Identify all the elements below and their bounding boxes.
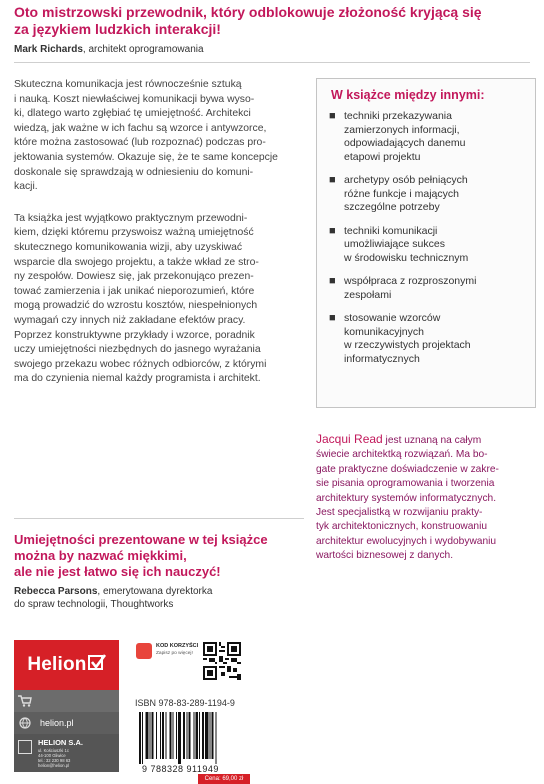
- text-line: informatycznych: [344, 352, 420, 365]
- text-line: gate praktyczne doświadczenie w zakre-: [316, 463, 499, 475]
- text-line: umożliwiające sukces: [344, 238, 445, 250]
- top-quote-role: , architekt oprogramowania: [82, 44, 204, 55]
- cart-icon: [14, 690, 36, 712]
- square-bullet-icon: ■: [329, 275, 336, 287]
- text-line: zespołami: [344, 288, 392, 301]
- promo-title: KOD KORZYŚCI: [156, 643, 199, 649]
- text-line: w rzeczywistych projektach: [344, 339, 471, 351]
- text-line: uczy umiejętności niezbędnych do jasnego wyrażania: [14, 344, 261, 356]
- text-line: do spraw technologii, Thoughtworks: [14, 599, 174, 610]
- list-item: [329, 225, 535, 266]
- square-bullet-icon: ■: [329, 312, 336, 324]
- publisher-row: [14, 690, 119, 712]
- text-line: Skuteczna komunikacja jest równocześnie sztuką: [14, 79, 242, 90]
- promo-badge-icon: [136, 643, 152, 659]
- publisher-logo-text: Helion: [27, 654, 87, 675]
- text-line: tować zamierzenia i jak unikać nieporozumień, które: [14, 285, 255, 297]
- text-line: ale nie jest łatwo się ich nauczyć!: [14, 564, 221, 579]
- square-bullet-icon: ■: [329, 110, 336, 122]
- features-box: [316, 78, 536, 408]
- text-line: wsparcie dla swojego projektu, a także wkład ze stro-: [14, 256, 259, 268]
- bottom-quote-attribution: [14, 585, 304, 611]
- text-line: jektowania systemów. Okazuje się, że te same koncepcje: [14, 151, 278, 163]
- text-line: komunikacyjnych: [344, 325, 424, 338]
- envelope-icon: [18, 740, 32, 754]
- list-item: [329, 275, 535, 302]
- text-line: które można zastosować (lub rozpoznać) podczas pro-: [14, 137, 266, 149]
- text-line: i nauką. Koszt niewłaściwej komunikacji bywa wyso-: [14, 93, 255, 105]
- list-item: [329, 312, 535, 366]
- publisher-block: [14, 640, 119, 772]
- text-line: można by nazwać miękkimi,: [14, 548, 187, 563]
- top-quote-line: za językiem ludzkich interakcji!: [14, 21, 221, 37]
- text-line: kacji.: [14, 181, 38, 193]
- checkmark-icon: [88, 654, 106, 677]
- publisher-website-row[interactable]: [14, 712, 119, 734]
- text-line: , emerytowana dyrektorka: [97, 586, 213, 597]
- description-paragraph: [14, 78, 296, 195]
- text-line: odpowiadających danemu: [344, 137, 466, 149]
- text-line: stosowanie wzorców: [344, 312, 441, 324]
- text-line: Jest specjalistką w rozwijaniu prakty-: [316, 507, 483, 519]
- text-line: sie pisania oprogramowania i tworzenia: [316, 478, 495, 490]
- text-line: Umiejętności prezentowane w tej książce: [14, 532, 268, 547]
- text-line: doskonale się sprawdzają w odniesieniu do komuni-: [14, 166, 254, 178]
- barcode-icon: [135, 712, 247, 764]
- text-line: wymagań czy innych niż zakładane efektów pracy.: [14, 314, 246, 326]
- text-line: skutecznego komunikowania wizji, aby uzyskiwać: [14, 241, 243, 253]
- publisher-address: [14, 734, 119, 772]
- top-quote-attribution: [14, 43, 524, 56]
- address-line: 44-100 Gliwice: [38, 753, 66, 758]
- author-name: Jacqui Read: [316, 432, 383, 446]
- text-line: ny zespołów. Dowiesz się, jak przekonująco prezen-: [14, 271, 254, 283]
- text-line: jest uznaną na całym: [382, 435, 482, 446]
- top-quote-text: [14, 4, 524, 38]
- bottom-quote-text: [14, 532, 304, 580]
- text-line: architektury systemów informatycznych.: [316, 492, 497, 504]
- text-line: szczególne potrzeby: [344, 201, 440, 213]
- promo-subtitle: Zapisz po więcej!: [156, 651, 193, 656]
- author-bio: [316, 432, 538, 564]
- features-heading: W książce między innymi:: [331, 88, 485, 102]
- text-line: archetypy osób pełniących: [344, 174, 468, 186]
- features-list: [329, 110, 535, 366]
- text-line: etapowi projektu: [344, 150, 421, 163]
- text-line: wartości biznesowej z danych.: [316, 550, 454, 562]
- text-line: Poprzez konstruktywne przykłady i wzorce, poradnik: [14, 329, 255, 341]
- divider: [14, 62, 530, 63]
- description-paragraph: [14, 212, 296, 387]
- text-line: techniki przekazywania: [344, 110, 452, 122]
- text-line: Ta książka jest wyjątkowo praktycznym przewodni-: [14, 212, 248, 224]
- list-item: [329, 110, 535, 164]
- text-line: ma do czynienia niemal każdy programista i architekt.: [14, 373, 261, 385]
- text-line: różne funkcje i mających: [344, 187, 459, 200]
- top-quote: [14, 4, 524, 56]
- text-line: świecie architektką rozwiązań. Ma bo-: [316, 449, 488, 461]
- list-item: [329, 174, 535, 215]
- barcode-number: 9 788328 911949: [142, 764, 219, 774]
- text-line: ki, dlatego warto zgłębiać tę umiejętność. Architekci: [14, 108, 251, 120]
- top-quote-author: Mark Richards: [14, 44, 83, 55]
- text-line: swojego przekazu wobec różnych odbiorców, z którymi: [14, 358, 267, 370]
- publisher-logo: [14, 640, 119, 690]
- address-line: helion@helion.pl: [38, 763, 70, 768]
- text-line: kiem, dzięki któremu przyswoisz ważną umiejętność: [14, 227, 254, 239]
- isbn: ISBN 978-83-289-1194-9: [135, 698, 235, 708]
- text-line: architektur ewolucyjnych i wydobywaniu: [316, 535, 497, 547]
- bottom-quote: [14, 532, 304, 611]
- address-line: tel.: 32 230 98 63: [38, 758, 71, 763]
- publisher-name: HELION S.A.: [38, 738, 84, 747]
- square-bullet-icon: ■: [329, 224, 336, 237]
- text-line: wiedzą, jak ważne w ich fachu są wzorce i antywzorce,: [14, 122, 267, 134]
- publisher-website[interactable]: helion.pl: [40, 718, 74, 728]
- text-line: zamierzonych informacji,: [344, 123, 460, 136]
- qr-code-icon[interactable]: [203, 642, 241, 680]
- promo-code-label: [136, 643, 202, 671]
- text-line: mogą prowadzić do wzrostu kosztów, niespełnionych: [14, 300, 258, 312]
- text-line: tyk architektonicznych, konstruowaniu: [316, 521, 488, 533]
- divider: [14, 518, 304, 519]
- globe-icon: [14, 712, 36, 734]
- description: [14, 78, 296, 404]
- address-line: ul. Kościuszki 1c: [38, 748, 69, 753]
- price-tag: Cena: 69,00 zł: [198, 774, 250, 784]
- bottom-quote-author: Rebecca Parsons: [14, 586, 98, 597]
- text-line: w środowisku technicznym: [344, 251, 469, 264]
- square-bullet-icon: ■: [329, 174, 336, 186]
- text-line: współpraca z rozproszonymi: [344, 275, 477, 287]
- top-quote-line: Oto mistrzowski przewodnik, który odblokowuje złożoność kryjącą się: [14, 4, 482, 20]
- text-line: techniki komunikacji: [344, 224, 438, 237]
